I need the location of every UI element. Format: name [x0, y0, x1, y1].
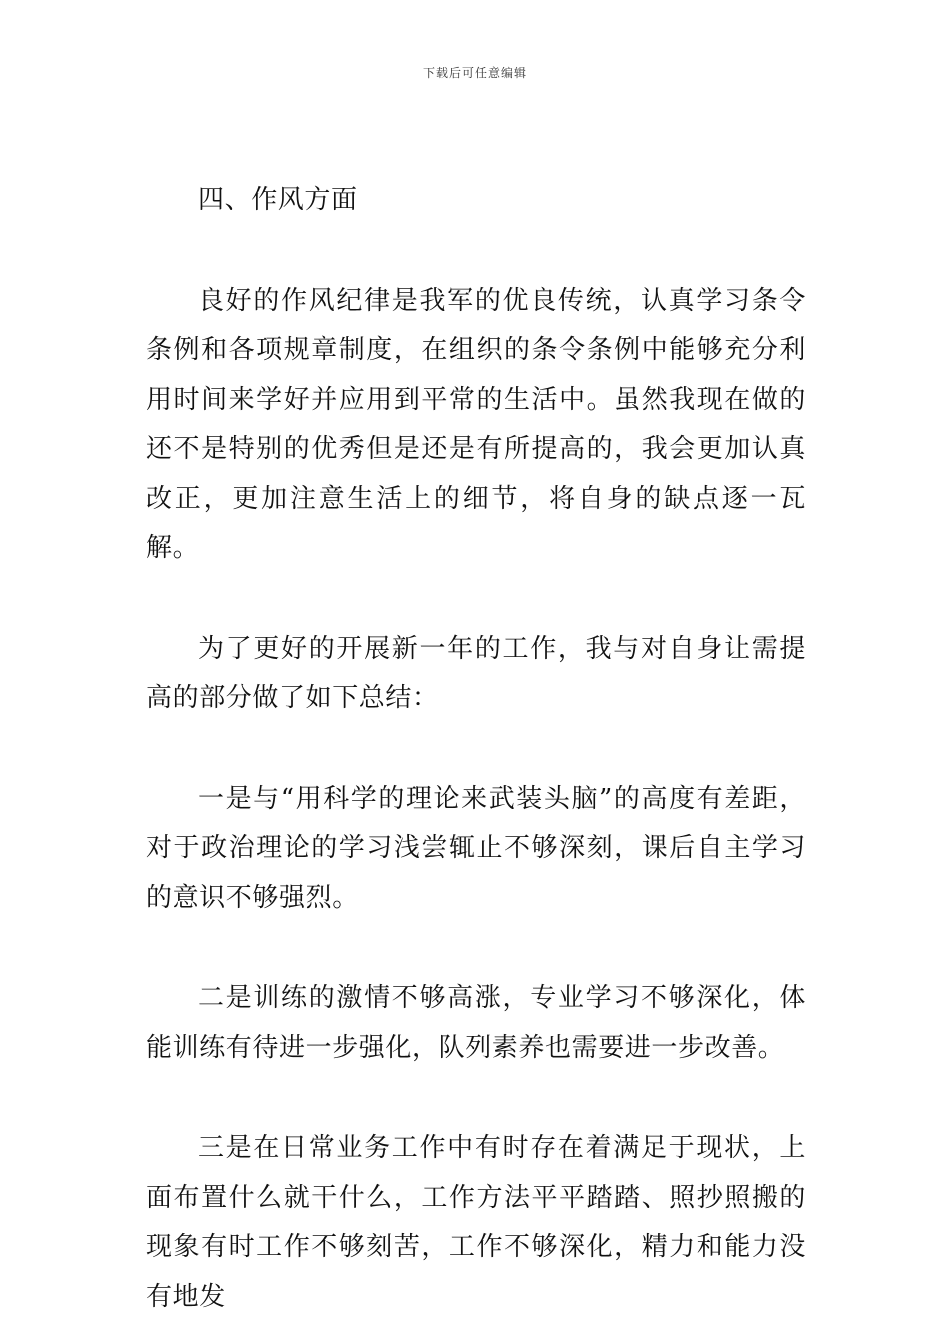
section-heading: 四、作风方面 — [198, 185, 358, 215]
paragraph-point-three: 三是在日常业务工作中有时存在着满足于现状，上面布置什么就干什么，工作方法平平踏踏、照抄照搬的现象有时工作不够刻苦，工作不够深化，精力和能力没有地发 — [146, 1133, 806, 1312]
paragraph-summary-intro: 为了更好的开展新一年的工作，我与对自身让需提高的部分做了如下总结： — [146, 633, 806, 713]
page-header-note: 下载后可任意编辑 — [422, 66, 527, 80]
paragraph-point-one: 一是与“用科学的理论来武装头脑”的高度有差距，对于政治理论的学习浅尝辄止不够深刻，课后自主学习的意识不够强烈。 — [146, 783, 806, 913]
paragraph-style-discipline: 良好的作风纪律是我军的优良传统，认真学习条令条例和各项规章制度，在组织的条令条例中能够充分利用时间来学好并应用到平常的生活中。虽然我现在做的还不是特别的优秀但是还是有所提高的，我会更加认真改正，更加注意生活上的细节，将自身的缺点逐一瓦解。 — [146, 285, 806, 563]
paragraph-point-two: 二是训练的激情不够高涨，专业学习不够深化，体能训练有待进一步强化，队列素养也需要进一步改善。 — [146, 983, 806, 1063]
document-body — [146, 176, 806, 1322]
